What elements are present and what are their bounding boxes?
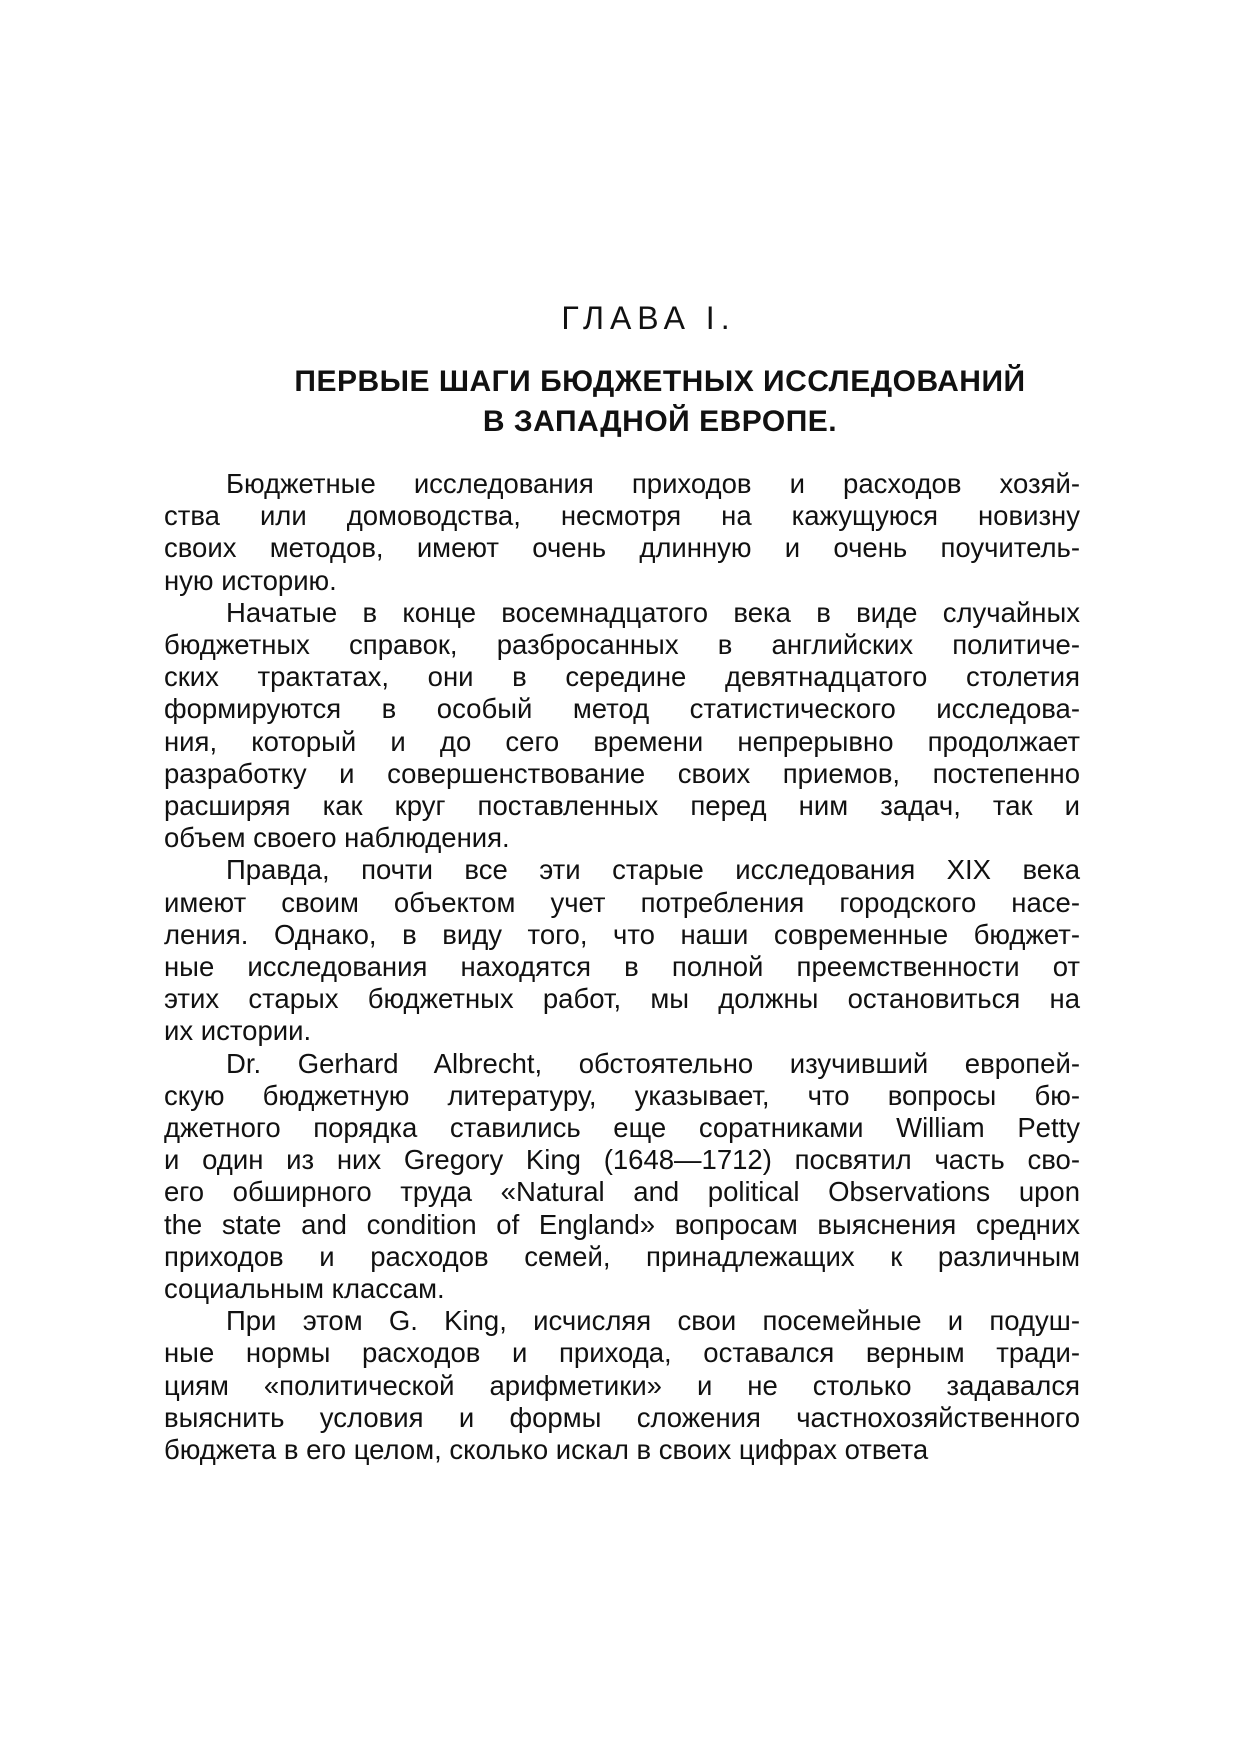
chapter-title — [160, 362, 1160, 442]
text-line: скую бюджетную литературу, указывает, что вопросы бю- — [164, 1079, 1080, 1111]
body-text — [164, 468, 1080, 1466]
text-line: своих методов, имеют очень длинную и очень поучитель- — [164, 532, 1080, 564]
text-line: расширяя как круг поставленных перед ним задач, так и — [164, 790, 1080, 822]
text-line: ния, который и до сего времени непрерывно продолжает — [164, 725, 1080, 757]
paragraph — [164, 468, 1080, 597]
text-line: бюджетных справок, разбросанных в английских политиче- — [164, 629, 1080, 661]
text-line: циям «политической арифметики» и не столько задавался — [164, 1369, 1080, 1401]
text-line: ные нормы расходов и прихода, оставался верным тради- — [164, 1337, 1080, 1369]
text-line: объем своего наблюдения. — [164, 822, 510, 854]
text-line: Бюджетные исследования приходов и расходов хозяй- — [226, 468, 1080, 499]
text-line: ления. Однако, в виду того, что наши современные бюджет- — [164, 918, 1080, 950]
paragraph — [164, 1305, 1080, 1466]
text-line: выяснить условия и формы сложения частнохозяйственного — [164, 1401, 1080, 1433]
text-line: При этом G. King, исчисляя свои посемейные и подуш- — [226, 1305, 1080, 1337]
paragraph — [164, 854, 1080, 1047]
chapter-title-line: ПЕРВЫЕ ШАГИ БЮДЖЕТНЫХ ИССЛЕДОВАНИЙ — [294, 365, 1026, 398]
text-line: Dr. Gerhard Albrecht, обстоятельно изучивший европей- — [226, 1047, 1080, 1079]
text-line: его обширного труда «Natural and political Observations upon — [164, 1176, 1080, 1208]
text-line: социальным классам. — [164, 1273, 445, 1305]
text-line: Начатые в конце восемнадцатого века в виде случайных — [226, 596, 1080, 628]
text-line: бюджета в его целом, сколько искал в своих цифрах ответа — [164, 1434, 929, 1466]
paragraph — [164, 1048, 1080, 1306]
text-line: формируются в особый метод статистического исследова- — [164, 693, 1080, 725]
text-line: ную историю. — [164, 564, 337, 596]
text-line: Правда, почти все эти старые исследования XIX века — [226, 854, 1080, 886]
text-line: имеют своим объектом учет потребления городского насе- — [164, 886, 1080, 918]
text-line: ства или домоводства, несмотря на кажущуюся новизну — [164, 500, 1080, 532]
text-line: приходов и расходов семей, принадлежащих к различным — [164, 1240, 1080, 1272]
text-line: этих старых бюджетных работ, мы должны остановиться на — [164, 983, 1080, 1015]
chapter-title-line: В ЗАПАДНОЙ ЕВРОПЕ. — [482, 405, 838, 438]
chapter-label: ГЛАВА I. — [561, 300, 736, 336]
text-line: и один из них Gregory King (1648—1712) посвятил часть сво- — [164, 1144, 1080, 1176]
text-line: the state and condition of England» вопросам выяснения средних — [164, 1208, 1080, 1240]
text-line: ских трактатах, они в середине девятнадцатого столетия — [164, 661, 1080, 693]
text-line: джетного порядка ставились еще соратниками William Petty — [164, 1112, 1080, 1144]
text-line: их истории. — [164, 1015, 312, 1047]
text-line: ные исследования находятся в полной преемственности от — [164, 951, 1080, 983]
paragraph — [164, 597, 1080, 855]
text-line: разработку и совершенствование своих приемов, постепенно — [164, 757, 1080, 789]
